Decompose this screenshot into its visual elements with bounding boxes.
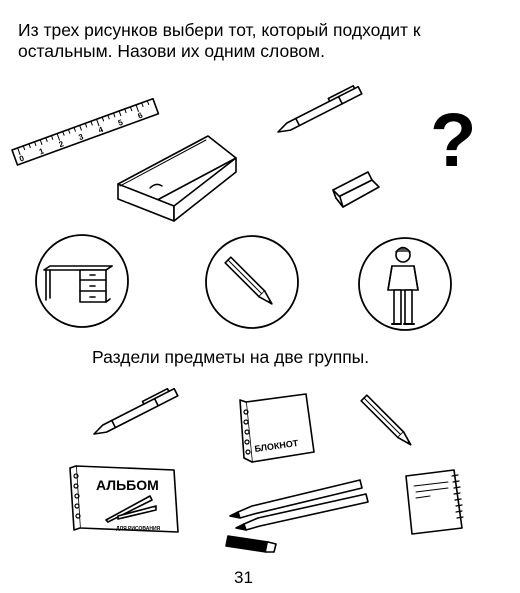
boy-circle: [359, 238, 451, 330]
pencil-case-icon: [118, 136, 236, 221]
ruler-number: 3: [77, 132, 85, 143]
ruler-number: 1: [37, 146, 46, 157]
ruler-number: 4: [97, 124, 105, 135]
ruler-number: 0: [18, 153, 26, 164]
exercise-book-icon: [406, 470, 463, 534]
task-1-line-1: Из трех рисунков выбери тот, который подходит к: [18, 20, 421, 40]
ruler-number: 5: [116, 117, 125, 128]
album-subtitle: ДЛЯ РИСОВАНИЯ: [116, 526, 161, 532]
task-1-line-2: остальным. Назови их одним словом.: [18, 41, 325, 61]
eraser-icon: [333, 172, 379, 207]
pen-icon: [275, 84, 362, 136]
page-number: 31: [234, 568, 253, 587]
question-mark: ?: [430, 98, 477, 183]
pencil-icon: [361, 395, 413, 447]
ruler-icon: [12, 99, 158, 165]
pencil-circle: [206, 236, 298, 328]
notebook-label: БЛОКНОТ: [253, 437, 299, 454]
album-title: АЛЬБОМ: [96, 477, 159, 493]
desk-circle: [36, 235, 128, 327]
ruler-number: 2: [57, 139, 65, 150]
markers-icon: [226, 480, 368, 552]
album-icon: [70, 466, 178, 532]
notebook-icon: [240, 394, 314, 462]
pen-icon: [91, 386, 178, 438]
task-2-instructions: Раздели предметы на две группы.: [92, 347, 370, 367]
ruler-number: 6: [136, 110, 144, 121]
